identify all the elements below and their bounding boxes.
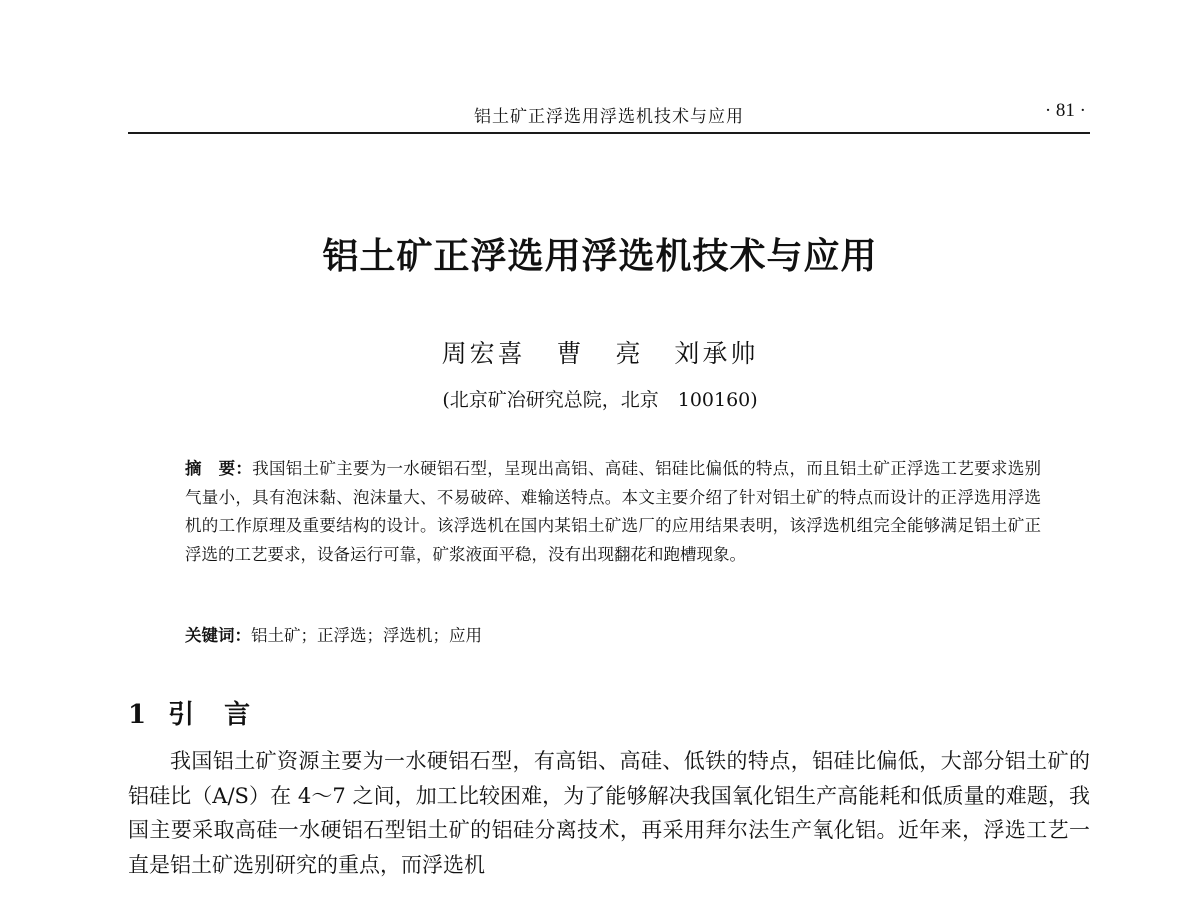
- section-title: 引言: [168, 700, 281, 730]
- keywords: [185, 622, 1041, 650]
- body-paragraph: 我国铝土矿资源主要为一水硬铝石型，有高铝、高硅、低铁的特点，铝硅比偏低，大部分铝土矿的铝硅比（A/S）在 4～7 之间，加工比较困难，为了能够解决我国氧化铝生产高能耗和低质量的难题，我国主要采取高硅一水硬铝石型铝土矿的铝硅分离技术，再采用拜尔法生产氧化铝。近年来，浮选工艺一直是铝土矿选别研究的重点，而浮选机: [128, 749, 1090, 877]
- keywords-text: 铝土矿；正浮选；浮选机；应用: [251, 626, 482, 645]
- abstract-text: 我国铝土矿主要为一水硬铝石型，呈现出高铝、高硅、铝硅比偏低的特点，而且铝土矿正浮选工艺要求选别气量小，具有泡沫黏、泡沫量大、不易破碎、难输送特点。本文主要介绍了针对铝土矿的特点而设计的正浮选用浮选机的工作原理及重要结构的设计。该浮选机在国内某铝土矿选厂的应用结果表明，该浮选机组完全能够满足铝土矿正浮选的工艺要求，设备运行可靠，矿浆液面平稳，没有出现翻花和跑槽现象。: [185, 459, 1042, 564]
- article-title: 铝土矿正浮选用浮选机技术与应用: [322, 235, 878, 277]
- running-header: [128, 96, 1090, 134]
- abstract-label: 摘 要：: [185, 459, 253, 478]
- authors: 周宏喜 曹 亮 刘承帅: [441, 339, 759, 368]
- section-heading: [128, 694, 280, 731]
- affiliation: (北京矿冶研究总院，北京 100160): [442, 389, 758, 411]
- abstract: [185, 455, 1041, 569]
- section-number: 1: [128, 700, 147, 730]
- running-title: 铝土矿正浮选用浮选机技术与应用: [474, 107, 744, 127]
- keywords-label: 关键词：: [185, 626, 251, 645]
- page-number: · 81 ·: [1044, 100, 1086, 121]
